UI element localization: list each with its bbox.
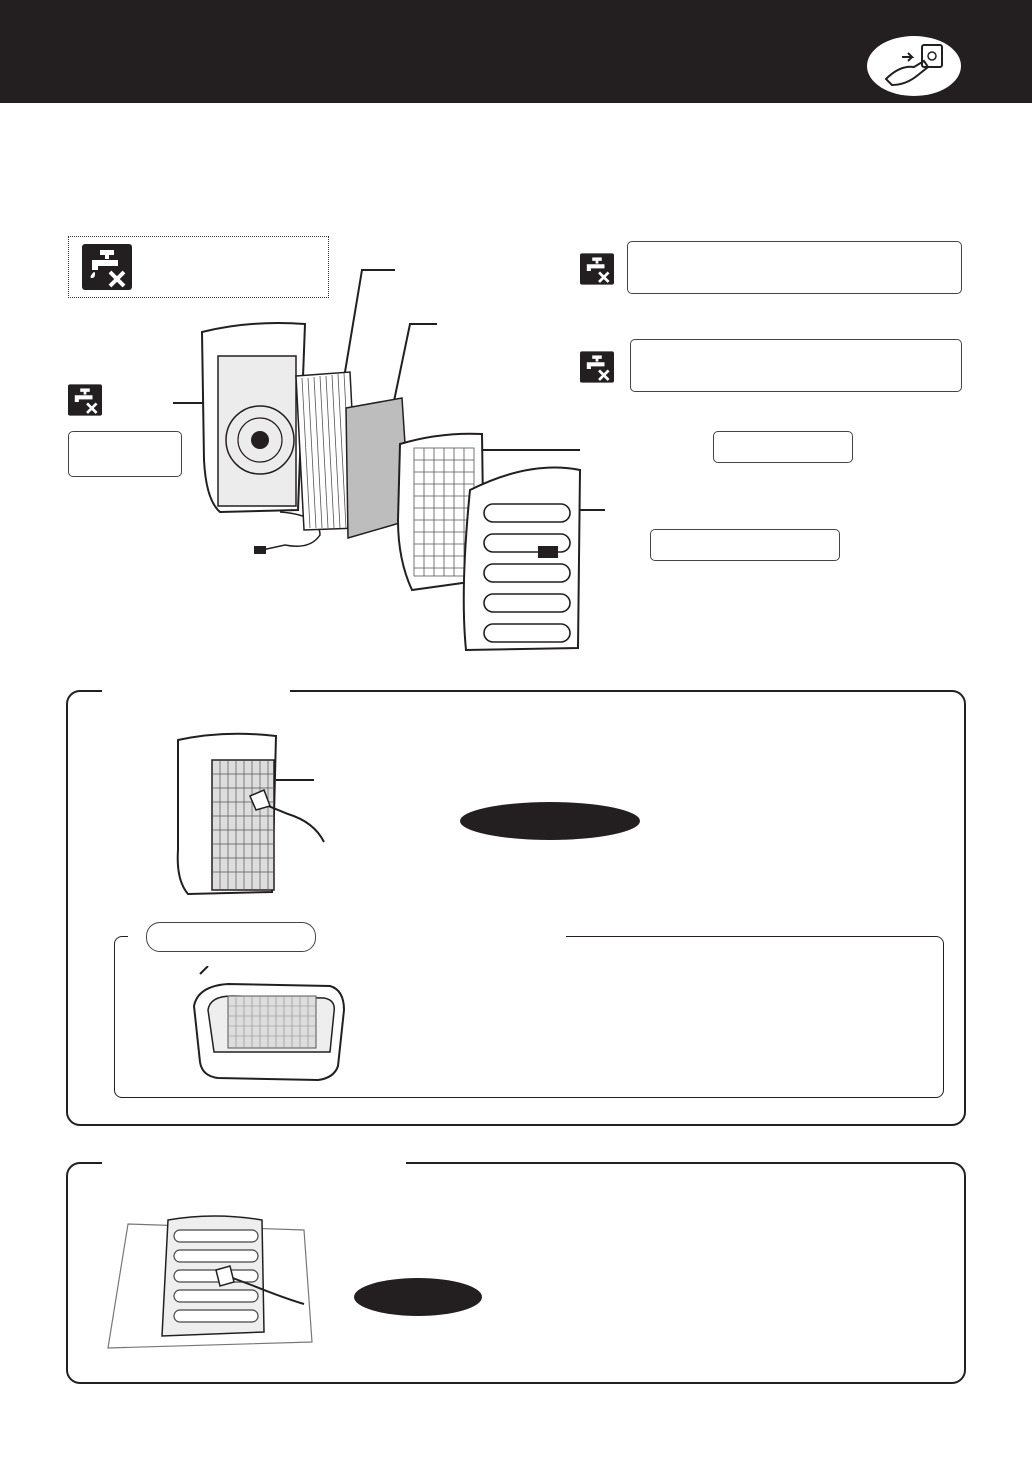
label-box-prefilter (627, 241, 962, 294)
label-box-prefilter-small (713, 431, 853, 463)
label-box-main-unit (68, 431, 182, 477)
rear-panel-vacuum-illustration (104, 1202, 316, 1356)
no-water-wash-icon (82, 244, 132, 290)
label-box-rear-panel (650, 529, 840, 561)
no-water-wash-icon (68, 383, 102, 417)
exploded-view-illustration (170, 260, 620, 670)
label-box-deodor-filter (630, 339, 962, 392)
section-title-gap (102, 1159, 406, 1165)
vacuum-pill-badge (354, 1278, 482, 1316)
section-title-gap (102, 687, 290, 693)
unplug-power-icon (866, 35, 962, 97)
vacuum-pill-badge (460, 802, 640, 840)
soak-tray-illustration (188, 966, 350, 1086)
soak-label-pill (146, 922, 316, 952)
vacuum-filter-illustration (164, 730, 334, 902)
